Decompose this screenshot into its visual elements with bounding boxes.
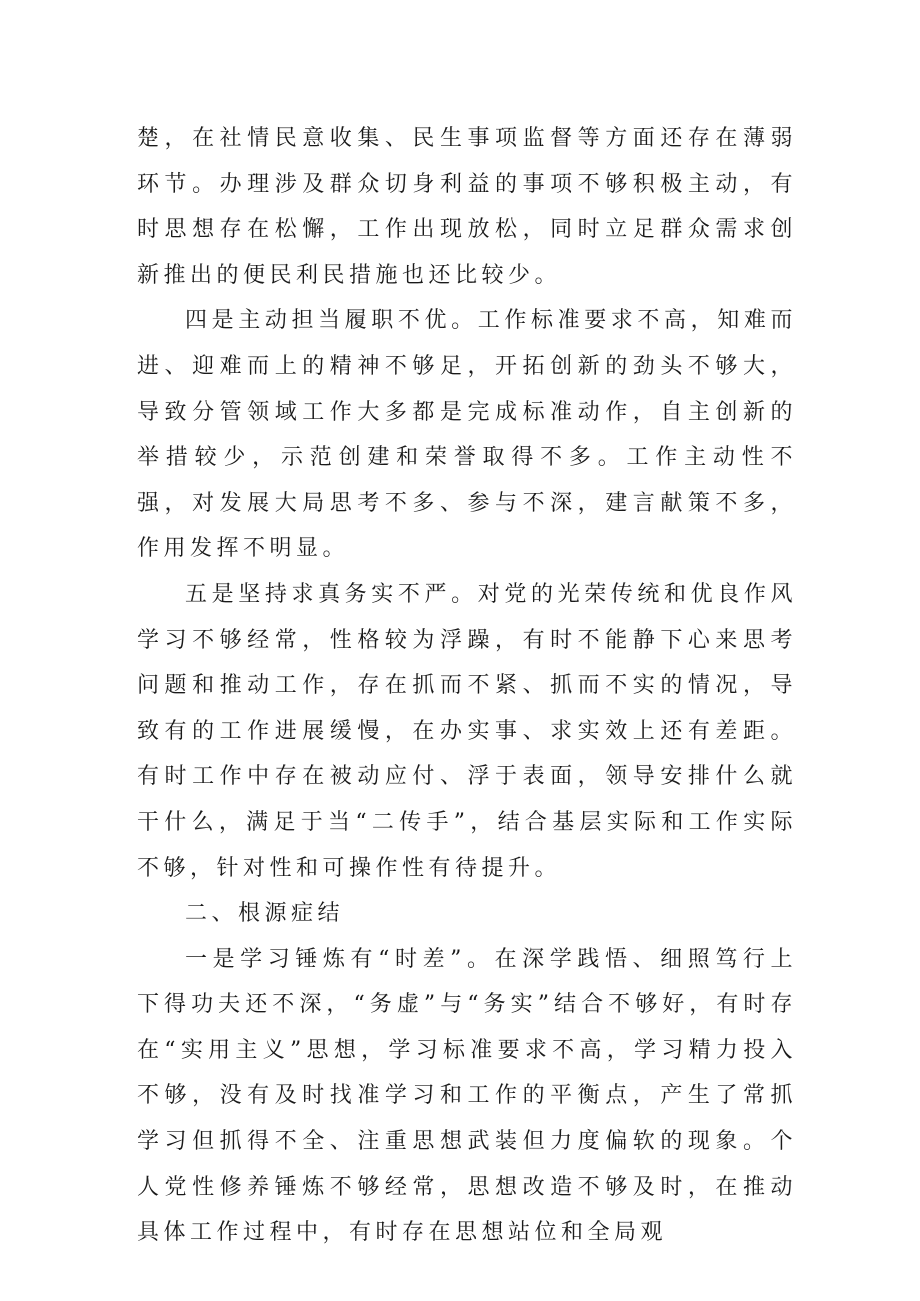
paragraph-point-five: 五是坚持求真务实不严。对党的光荣传统和优良作风学习不够经常，性格较为浮躁，有时不能静下心来思考问题和推动工作，存在抓而不紧、抓而不实的情况，导致有的工作进展缓慢，在办实事、求实效上还有差距。有时工作中存在被动应付、浮于表面，领导安排什么就干什么，满足于当“二传手”，结合基层实际和工作实际不够，针对性和可操作性有待提升。: [137, 581, 797, 881]
section-heading: 二、根源症结: [185, 901, 345, 927]
paragraph-continuation: 楚，在社情民意收集、民生事项监督等方面还存在薄弱环节。办理涉及群众切身利益的事项不够积极主动，有时思想存在松懈，工作出现放松，同时立足群众需求创新推出的便民利民措施也还比较少。: [137, 126, 797, 288]
paragraph-point-four: 四是主动担当履职不优。工作标准要求不高，知难而进、迎难而上的精神不够足，开拓创新的劲头不够大，导致分管领域工作大多都是完成标准动作，自主创新的举措较少，示范创建和荣誉取得不多。工作主动性不强，对发展大局思考不多、参与不深，建言献策不多，作用发挥不明显。: [137, 308, 797, 562]
paragraph-root-one: 一是学习锤炼有“时差”。在深学践悟、细照笃行上下得功夫还不深，“务虚”与“务实”结合不够好，有时存在“实用主义”思想，学习标准要求不高，学习精力投入不够，没有及时找准学习和工作的平衡点，产生了常抓学习但抓得不全、注重思想武装但力度偏软的现象。个人党性修养锤炼不够经常，思想改造不够及时，在推动具体工作过程中，有时存在思想站位和全局观: [137, 946, 797, 1246]
document-body: [137, 116, 797, 1256]
